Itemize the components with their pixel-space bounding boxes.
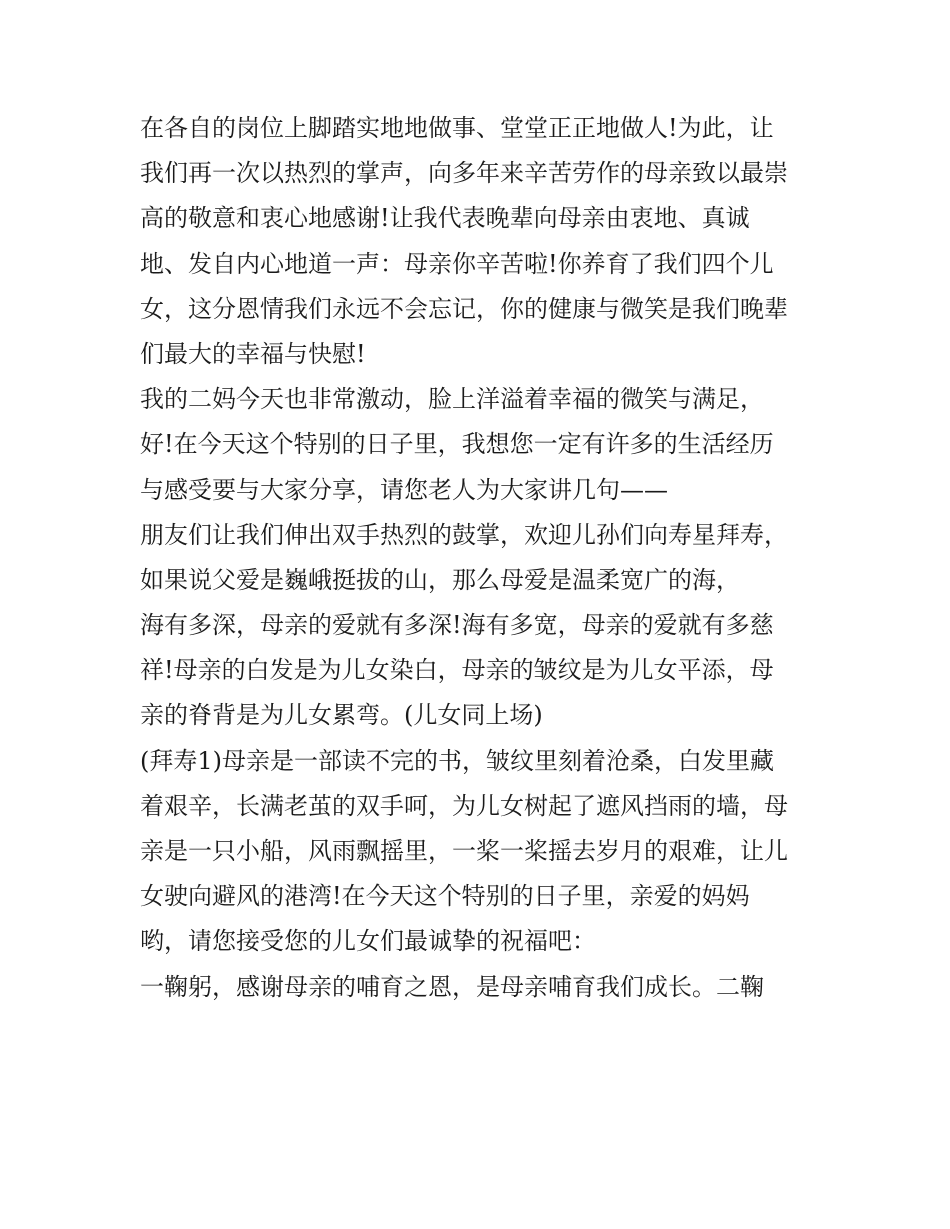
text-line: 女，这分恩情我们永远不会忘记，你的健康与微笑是我们晚辈 <box>140 294 788 323</box>
text-line: 与感受要与大家分享，请您老人为大家讲几句—— <box>140 475 668 504</box>
text-line: 女驶向避风的港湾!在今天这个特别的日子里，亲爱的妈妈 <box>140 882 750 911</box>
text-line: 好!在今天这个特别的日子里，我想您一定有许多的生活经历 <box>140 430 774 459</box>
text-line: 祥!母亲的白发是为儿女染白，母亲的皱纹是为儿女平添，母 <box>140 656 774 685</box>
text-line: 朋友们让我们伸出双手热烈的鼓掌，欢迎儿孙们向寿星拜寿， <box>140 520 788 549</box>
document-body <box>140 106 830 1010</box>
text-line: 地、发自内心地道一声：母亲你辛苦啦!你养育了我们四个儿 <box>140 249 774 278</box>
text-line: (拜寿1)母亲是一部读不完的书，皱纹里刻着沧桑，白发里藏 <box>140 746 774 775</box>
text-line: 我的二妈今天也非常激动，脸上洋溢着幸福的微笑与满足， <box>140 385 764 414</box>
text-line: 一鞠躬，感谢母亲的哺育之恩，是母亲哺育我们成长。二鞠 <box>140 972 764 1001</box>
text-line: 在各自的岗位上脚踏实地地做事、堂堂正正地做人!为此，让 <box>140 114 774 142</box>
text-line: 哟，请您接受您的儿女们最诚挚的祝福吧： <box>140 927 596 956</box>
text-line: 高的敬意和衷心地感谢!让我代表晚辈向母亲由衷地、真诚 <box>140 204 750 233</box>
text-line: 如果说父爱是巍峨挺拔的山，那么母爱是温柔宽广的海， <box>140 565 740 594</box>
text-line: 海有多深，母亲的爱就有多深!海有多宽，母亲的爱就有多慈 <box>140 611 774 640</box>
text-line: 我们再一次以热烈的掌声，向多年来辛苦劳作的母亲致以最崇 <box>140 159 788 188</box>
text-line: 们最大的幸福与快慰! <box>140 339 366 368</box>
text-line: 着艰辛，长满老茧的双手呵，为儿女树起了遮风挡雨的墙，母 <box>140 791 788 820</box>
text-line: 亲是一只小船，风雨飘摇里，一桨一桨摇去岁月的艰难，让儿 <box>140 837 788 865</box>
text-line: 亲的脊背是为儿女累弯。(儿女同上场) <box>140 701 543 730</box>
